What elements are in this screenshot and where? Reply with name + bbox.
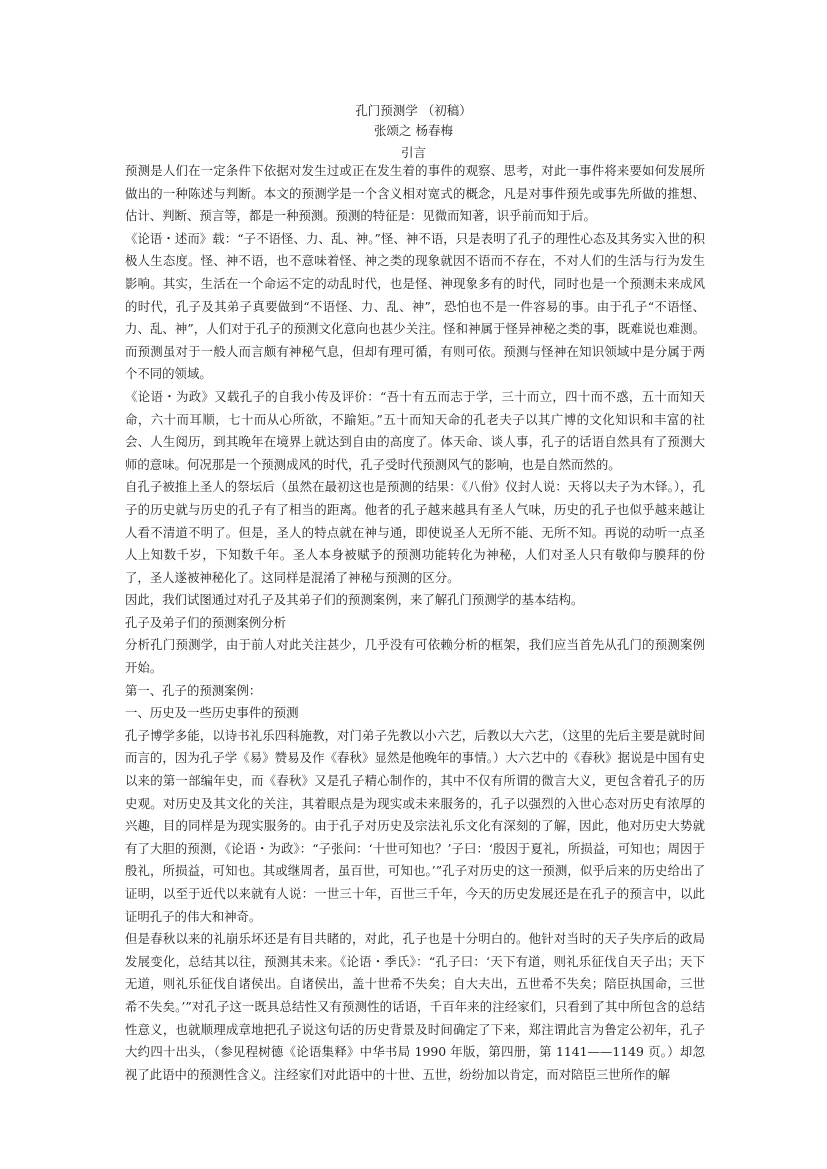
paragraph: 预测是人们在一定条件下依据对发生过或正在发生着的事件的观察、思考，对此一事件将来要如何发展所做出的一种陈述与判断。本文的预测学是一个含义相对宽式的概念，凡是对事件预先或事先所做的推想、估计、判断、预言等，都是一种预测。预测的特征是：见微而知著，识乎前而知于后。 (125, 163, 705, 224)
paragraph: 《论语・为政》又载孔子的自我小传及评价：“吾十有五而志于学，三十而立，四十而不惑，五十而知天命，六十而耳顺，七十而从心所欲，不踰矩。”五十而知天命的孔老夫子以其广博的文化知识和丰富的社会、人生阅历，到其晚年在境界上就达到自由的高度了。体天命、谈人事，孔子的话语自然具有了预测大师的意味。何况那是一个预测成风的时代，孔子受时代预测风气的影响，也是自然而然的。 (125, 388, 705, 472)
paragraph: 但是春秋以来的礼崩乐坏还是有目共睹的，对此，孔子也是十分明白的。他针对当时的天子失序后的政局发展变化，总结其以往，预测其未来。《论语・季氏》：“孔子曰：‘天下有道，则礼乐征伐自天子出；天下无道，则礼乐征伐自诸侯出。自诸侯出，盖十世希不失矣；自大夫出，五世希不失矣；陪臣执国命，三世希不失矣。’”对孔子这一既具总结性又有预测性的话语，千百年来的注经家们，只看到了其中所包含的总结性意义，也就顺理成章地把孔子说这句话的历史背景及时间确定了下来，郑注谓此言为鲁定公初年，孔子大约四十出头，（参见程树德《论语集释》中华书局 1990 年版，第四册，第 1141——1149 页。）却忽视了此语中的预测性含义。注经家们对此语中的十世、五世，纷纷加以肯定，而对陪臣三世所作的解 (125, 931, 705, 1082)
subheading: 第一、孔子的预测案例： (125, 682, 262, 698)
body-text (125, 160, 705, 1086)
subheading: 一、历史及一些历史事件的预测 (125, 705, 299, 721)
paragraph: 《论语・述而》载：“子不语怪、力、乱、神。”怪、神不语，只是表明了孔子的理性心态及其务实入世的积极人生态度。怪、神不语，也不意味着怪、神之类的现象就因不语而不存在，不对人们的生活与行为发生影响。其实，生活在一个命运不定的动乱时代，也是怪、神现象多有的时代，同时也是一个预测未来成风的时代，孔子及其弟子真要做到“不语怪、力、乱、神”，恐怕也不是一件容易的事。由于孔子“不语怪、力、乱、神”，人们对于孔子的预测文化意向也甚少关注。怪和神属于怪异神秘之类的事，既难说也难测。而预测虽对于一般人而言颇有神秘气息，但却有理可循，有则可依。预测与怪神在知识领域中是分属于两个不同的领域。 (125, 230, 705, 382)
section-heading: 引言 (400, 145, 426, 160)
paragraph: 分析孔门预测学，由于前人对此关注甚少，几乎没有可依赖分析的框架，我们应当首先从孔门的预测案例开始。 (125, 637, 705, 676)
document-authors: 张颂之 杨春梅 (374, 123, 453, 138)
paragraph: 孔子博学多能，以诗书礼乐四科施教，对门弟子先教以小六艺，后教以大六艺，（这里的先后主要是就时间而言的，因为孔子学《易》赞易及作《春秋》显然是他晚年的事情。）大六艺中的《春秋》据说是中国有史以来的第一部编年史，而《春秋》又是孔子精心制作的，其中不仅有所谓的微言大义，更包含着孔子的历史观。对历史及其文化的关注，其着眼点是为现实或未来服务的，孔子以强烈的入世心态对历史有浓厚的兴趣，目的同样是为现实服务的。由于孔子对历史及宗法礼乐文化有深刻的了解，因此，他对历史大势就有了大胆的预测，《论语・为政》：“子张问：‘十世可知也？’子曰：‘殷因于夏礼，所损益，可知也；周因于殷礼，所损益，可知也。其或继周者，虽百世，可知也。’”孔子对历史的这一预测，似乎后来的历史给出了证明，以至于近代以来就有人说：一世三十年，百世三千年，今天的历史发展还是在孔子的预言中，以此证明孔子的伟大和神奇。 (125, 727, 705, 924)
document-title: 孔门预测学 （初稿） (355, 103, 472, 118)
paragraph: 因此，我们试图通过对孔子及其弟子们的预测案例，来了解孔门预测学的基本结构。 (125, 592, 584, 608)
paragraph: 自孔子被推上圣人的祭坛后（虽然在最初这也是预测的结果：《八佾》仪封人说：天将以夫子为木铎。），孔子的历史就与历史的孔子有了相当的距离。他者的孔子越来越具有圣人气味，历史的孔子也似乎越来越让人看不清道不明了。但是，圣人的特点就在神与通，即使说圣人无所不能、无所不知。再说的动听一点圣人上知数千岁，下知数千年。圣人本身被赋予的预测功能转化为神秘，人们对圣人只有敬仰与膜拜的份了，圣人遂被神秘化了。这同样是混淆了神秘与预测的区分。 (125, 479, 705, 585)
subheading: 孔子及弟子们的预测案例分析 (125, 614, 287, 630)
